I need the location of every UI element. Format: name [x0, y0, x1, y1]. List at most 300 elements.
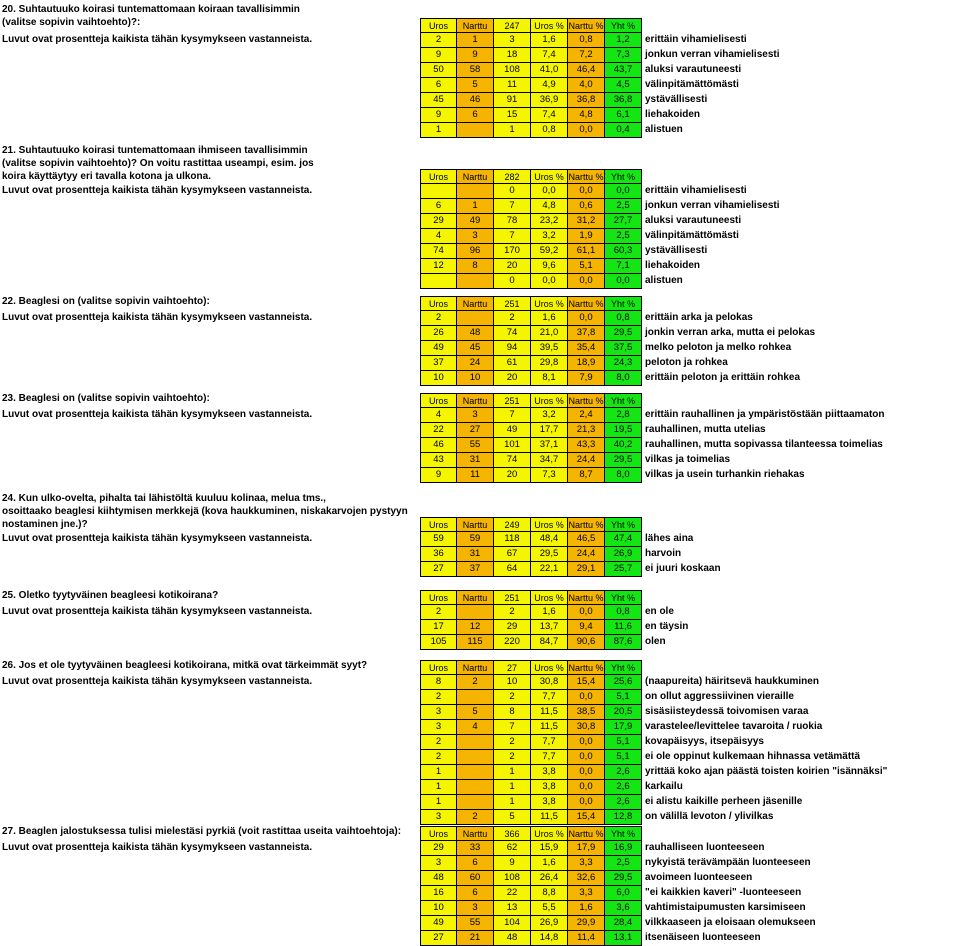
cell-up: 3,2: [531, 408, 568, 423]
cell-uros: 1: [420, 780, 457, 795]
header-cell: Uros %: [531, 18, 568, 33]
cell-narttu: 59: [457, 532, 494, 547]
cell-uros: 74: [420, 244, 457, 259]
cell-yp: 25,6: [605, 675, 642, 690]
table-row: [420, 259, 780, 274]
cell-uros: 36: [420, 547, 457, 562]
answer-label: ystävällisesti: [645, 94, 708, 105]
table-row: [420, 547, 721, 562]
answer-label: en täysin: [645, 621, 689, 632]
cell-uros: 27: [420, 931, 457, 946]
answer-label: kovapäisyys, itsepäisyys: [645, 736, 764, 747]
cell-yp: 29,5: [605, 453, 642, 468]
cell-uros: 6: [420, 199, 457, 214]
header-cell: Uros %: [531, 296, 568, 311]
answer-label: ei ole oppinut kulkemaan hihnassa vetämättä: [645, 751, 861, 762]
cell-np: 8,7: [568, 468, 605, 483]
cell-narttu: [457, 750, 494, 765]
table-row: [420, 63, 780, 78]
cell-total: 170: [494, 244, 531, 259]
table-row: [420, 605, 688, 620]
answer-label: vilkas ja usein turhankin riehakas: [645, 469, 805, 480]
header-cell: Yht %: [605, 517, 642, 532]
cell-narttu: 55: [457, 916, 494, 931]
cell-narttu: 46: [457, 93, 494, 108]
question-title: 23. Beaglesi on (valitse sopivin vaihtoehto):: [2, 393, 210, 404]
cell-np: 24,4: [568, 547, 605, 562]
cell-narttu: 4: [457, 720, 494, 735]
cell-total: 2: [494, 605, 531, 620]
cell-yp: 2,5: [605, 856, 642, 871]
cell-total: 0: [494, 184, 531, 199]
cell-up: 39,5: [531, 341, 568, 356]
cell-total: 3: [494, 33, 531, 48]
cell-narttu: [457, 311, 494, 326]
cell-narttu: [457, 123, 494, 138]
cell-uros: 2: [420, 33, 457, 48]
table-row: [420, 705, 887, 720]
cell-np: 0,0: [568, 795, 605, 810]
header-cell: Narttu %: [568, 826, 605, 841]
cell-narttu: 33: [457, 841, 494, 856]
cell-np: 38,5: [568, 705, 605, 720]
cell-yp: 43,7: [605, 63, 642, 78]
cell-np: 32,6: [568, 871, 605, 886]
cell-uros: 29: [420, 214, 457, 229]
header-cell: Narttu %: [568, 296, 605, 311]
cell-yp: 6,1: [605, 108, 642, 123]
table-row: [420, 871, 816, 886]
cell-up: 1,6: [531, 311, 568, 326]
cell-up: 3,8: [531, 780, 568, 795]
question-title: 20. Suhtautuuko koirasi tuntemattomaan koiraan tavallisimmin (valitse sopivin vaihtoehto)?:: [2, 4, 300, 28]
cell-np: 90,6: [568, 635, 605, 650]
cell-up: 0,0: [531, 274, 568, 289]
cell-yp: 37,5: [605, 341, 642, 356]
cell-total: 11: [494, 78, 531, 93]
cell-yp: 2,5: [605, 199, 642, 214]
cell-up: 17,7: [531, 423, 568, 438]
cell-yp: 8,0: [605, 468, 642, 483]
percent-note: Luvut ovat prosentteja kaikista tähän kysymykseen vastanneista.: [2, 606, 313, 617]
cell-total: 74: [494, 453, 531, 468]
answer-label: "ei kaikkien kaveri" -luonteeseen: [645, 887, 802, 898]
cell-up: 8,8: [531, 886, 568, 901]
cell-narttu: 3: [457, 229, 494, 244]
cell-yp: 1,2: [605, 33, 642, 48]
cell-narttu: 2: [457, 810, 494, 825]
cell-narttu: 115: [457, 635, 494, 650]
cell-uros: 3: [420, 720, 457, 735]
cell-uros: 6: [420, 78, 457, 93]
cell-np: 4,0: [568, 78, 605, 93]
answer-label: sisäsiisteydessä toivomisen varaa: [645, 706, 809, 717]
cell-narttu: 27: [457, 423, 494, 438]
table-row: [420, 901, 816, 916]
percent-note: Luvut ovat prosentteja kaikista tähän kysymykseen vastanneista.: [2, 842, 313, 853]
cell-total: 1: [494, 795, 531, 810]
table-row: [420, 229, 780, 244]
cell-narttu: [457, 605, 494, 620]
cell-yp: 6,0: [605, 886, 642, 901]
cell-yp: 0,8: [605, 311, 642, 326]
cell-up: 0,0: [531, 184, 568, 199]
cell-uros: 2: [420, 735, 457, 750]
cell-narttu: 24: [457, 356, 494, 371]
answer-label: vilkkaaseen ja eloisaan olemukseen: [645, 917, 816, 928]
answer-label: (naapureita) häiritsevä haukkuminen: [645, 676, 819, 687]
answer-label: jonkun verran vihamielisesti: [645, 49, 780, 60]
cell-np: 17,9: [568, 841, 605, 856]
cell-total: 20: [494, 468, 531, 483]
table-row: [420, 841, 816, 856]
cell-yp: 40,2: [605, 438, 642, 453]
answer-label: on ollut aggressiivinen vieraille: [645, 691, 794, 702]
cell-narttu: 31: [457, 453, 494, 468]
cell-up: 7,7: [531, 750, 568, 765]
cell-yp: 26,9: [605, 547, 642, 562]
cell-uros: 2: [420, 750, 457, 765]
total-count-cell: 249: [494, 517, 531, 532]
cell-up: 14,8: [531, 931, 568, 946]
cell-uros: 4: [420, 408, 457, 423]
header-cell: Uros %: [531, 169, 568, 184]
cell-narttu: 1: [457, 199, 494, 214]
table-row: [420, 810, 887, 825]
cell-total: 1: [494, 780, 531, 795]
cell-up: 13,7: [531, 620, 568, 635]
cell-np: 46,5: [568, 532, 605, 547]
percent-note: Luvut ovat prosentteja kaikista tähän kysymykseen vastanneista.: [2, 185, 313, 196]
cell-total: 7: [494, 408, 531, 423]
table-row: [420, 78, 780, 93]
answer-label: rauhallinen, mutta sopivassa tilanteessa toimelias: [645, 439, 883, 450]
cell-np: 11,4: [568, 931, 605, 946]
cell-narttu: 5: [457, 705, 494, 720]
answer-label: aluksi varautuneesti: [645, 64, 742, 75]
answer-label: erittäin rauhallinen ja ympäristöstään piittaamaton: [645, 409, 885, 420]
cell-up: 7,4: [531, 48, 568, 63]
cell-narttu: 6: [457, 856, 494, 871]
cell-total: 18: [494, 48, 531, 63]
cell-np: 0,0: [568, 184, 605, 199]
cell-uros: 1: [420, 765, 457, 780]
cell-yp: 0,0: [605, 184, 642, 199]
table-row: [420, 856, 816, 871]
table-row: [420, 311, 815, 326]
table-row: [420, 635, 688, 650]
cell-up: 29,5: [531, 547, 568, 562]
cell-np: 36,8: [568, 93, 605, 108]
cell-uros: 37: [420, 356, 457, 371]
cell-total: 48: [494, 931, 531, 946]
table-row: [420, 453, 885, 468]
cell-yp: 2,8: [605, 408, 642, 423]
table-row: [420, 199, 780, 214]
cell-np: 0,0: [568, 311, 605, 326]
cell-np: 30,8: [568, 720, 605, 735]
cell-yp: 25,7: [605, 562, 642, 577]
cell-yp: 27,7: [605, 214, 642, 229]
header-cell: Yht %: [605, 590, 642, 605]
cell-up: 1,6: [531, 856, 568, 871]
cell-np: 0,0: [568, 690, 605, 705]
answer-label: itsenäiseen luonteeseen: [645, 932, 761, 943]
table-row: [420, 532, 721, 547]
table-row: [420, 48, 780, 63]
cell-up: 26,4: [531, 871, 568, 886]
answer-label: ystävällisesti: [645, 245, 708, 256]
cell-yp: 2,5: [605, 229, 642, 244]
cell-up: 9,6: [531, 259, 568, 274]
cell-narttu: [457, 765, 494, 780]
cell-narttu: [457, 795, 494, 810]
total-count-cell: 251: [494, 393, 531, 408]
cell-total: 61: [494, 356, 531, 371]
cell-yp: 29,5: [605, 326, 642, 341]
cell-up: 11,5: [531, 720, 568, 735]
cell-np: 1,6: [568, 901, 605, 916]
header-cell: Uros: [420, 590, 457, 605]
cell-uros: [420, 184, 457, 199]
header-cell: Uros %: [531, 590, 568, 605]
cell-yp: 0,0: [605, 274, 642, 289]
percent-note: Luvut ovat prosentteja kaikista tähän kysymykseen vastanneista.: [2, 676, 313, 687]
cell-uros: 43: [420, 453, 457, 468]
cell-narttu: 96: [457, 244, 494, 259]
cell-np: 29,1: [568, 562, 605, 577]
cell-up: 29,8: [531, 356, 568, 371]
header-cell: Yht %: [605, 18, 642, 33]
header-cell: Uros %: [531, 660, 568, 675]
header-cell: Narttu: [457, 18, 494, 33]
cell-up: 0,8: [531, 123, 568, 138]
answer-label: alistuen: [645, 124, 683, 135]
cell-uros: 8: [420, 675, 457, 690]
cell-uros: 12: [420, 259, 457, 274]
cell-yp: 2,6: [605, 795, 642, 810]
cell-total: 7: [494, 199, 531, 214]
cell-yp: 17,9: [605, 720, 642, 735]
total-count-cell: 251: [494, 590, 531, 605]
table-row: [420, 326, 815, 341]
cell-np: 2,4: [568, 408, 605, 423]
cell-total: 0: [494, 274, 531, 289]
total-count-cell: 247: [494, 18, 531, 33]
cell-np: 31,2: [568, 214, 605, 229]
cell-uros: 9: [420, 468, 457, 483]
table-row: [420, 690, 887, 705]
answer-label: erittäin vihamielisesti: [645, 34, 747, 45]
cell-narttu: 6: [457, 108, 494, 123]
cell-narttu: 49: [457, 214, 494, 229]
table-row: [420, 735, 887, 750]
cell-yp: 12,8: [605, 810, 642, 825]
cell-total: 9: [494, 856, 531, 871]
cell-yp: 7,1: [605, 259, 642, 274]
answer-label: ei alistu kaikille perheen jäsenille: [645, 796, 803, 807]
answer-label: ei juuri koskaan: [645, 563, 721, 574]
answer-label: nykyistä terävämpään luonteeseen: [645, 857, 811, 868]
cell-np: 15,4: [568, 810, 605, 825]
cell-total: 29: [494, 620, 531, 635]
header-cell: Narttu %: [568, 660, 605, 675]
cell-yp: 87,6: [605, 635, 642, 650]
cell-np: 18,9: [568, 356, 605, 371]
cell-narttu: 48: [457, 326, 494, 341]
cell-total: 67: [494, 547, 531, 562]
cell-np: 0,6: [568, 199, 605, 214]
cell-total: 104: [494, 916, 531, 931]
cell-np: 3,3: [568, 886, 605, 901]
cell-uros: 27: [420, 562, 457, 577]
percent-note: Luvut ovat prosentteja kaikista tähän kysymykseen vastanneista.: [2, 34, 313, 45]
header-cell: Yht %: [605, 826, 642, 841]
cell-uros: 59: [420, 532, 457, 547]
cell-np: 4,8: [568, 108, 605, 123]
cell-uros: 48: [420, 871, 457, 886]
cell-up: 8,1: [531, 371, 568, 386]
cell-total: 62: [494, 841, 531, 856]
cell-up: 7,4: [531, 108, 568, 123]
cell-total: 108: [494, 63, 531, 78]
cell-yp: 2,6: [605, 780, 642, 795]
cell-total: 2: [494, 735, 531, 750]
header-cell: Narttu: [457, 517, 494, 532]
answer-label: liehakoiden: [645, 260, 701, 271]
cell-yp: 60,3: [605, 244, 642, 259]
cell-narttu: [457, 184, 494, 199]
cell-up: 30,8: [531, 675, 568, 690]
cell-total: 78: [494, 214, 531, 229]
cell-narttu: 21: [457, 931, 494, 946]
cell-up: 48,4: [531, 532, 568, 547]
cell-narttu: 2: [457, 675, 494, 690]
cell-narttu: [457, 735, 494, 750]
cell-yp: 13,1: [605, 931, 642, 946]
cell-uros: 49: [420, 916, 457, 931]
cell-narttu: 58: [457, 63, 494, 78]
table-row: [420, 423, 885, 438]
table-row: [420, 274, 780, 289]
cell-up: 7,7: [531, 690, 568, 705]
cell-narttu: 37: [457, 562, 494, 577]
table-row: [420, 33, 780, 48]
table-header-row: [420, 18, 780, 33]
cell-narttu: 8: [457, 259, 494, 274]
cell-up: 3,8: [531, 795, 568, 810]
cell-total: 220: [494, 635, 531, 650]
results-table: [420, 590, 688, 650]
header-cell: Yht %: [605, 660, 642, 675]
cell-np: 1,9: [568, 229, 605, 244]
cell-narttu: 55: [457, 438, 494, 453]
cell-total: 10: [494, 675, 531, 690]
percent-note: Luvut ovat prosentteja kaikista tähän kysymykseen vastanneista.: [2, 409, 313, 420]
answer-label: karkailu: [645, 781, 683, 792]
answer-label: melko peloton ja melko rohkea: [645, 342, 792, 353]
cell-np: 24,4: [568, 453, 605, 468]
cell-np: 29,9: [568, 916, 605, 931]
cell-uros: 9: [420, 108, 457, 123]
cell-total: 13: [494, 901, 531, 916]
answer-label: varastelee/levittelee tavaroita / ruokia: [645, 721, 823, 732]
cell-yp: 29,5: [605, 871, 642, 886]
cell-uros: 3: [420, 705, 457, 720]
table-row: [420, 371, 815, 386]
header-cell: Narttu %: [568, 517, 605, 532]
cell-total: 15: [494, 108, 531, 123]
results-table: [420, 393, 885, 483]
cell-uros: 4: [420, 229, 457, 244]
table-row: [420, 123, 780, 138]
header-cell: Narttu: [457, 826, 494, 841]
answer-label: vahtimistaipumusten karsimiseen: [645, 902, 806, 913]
cell-up: 11,5: [531, 810, 568, 825]
cell-total: 5: [494, 810, 531, 825]
question-title: 26. Jos et ole tyytyväinen beagleesi kotikoirana, mitkä ovat tärkeimmät syyt?: [2, 660, 368, 671]
cell-yp: 8,0: [605, 371, 642, 386]
header-cell: Uros: [420, 826, 457, 841]
cell-total: 64: [494, 562, 531, 577]
cell-total: 101: [494, 438, 531, 453]
cell-np: 35,4: [568, 341, 605, 356]
cell-uros: 29: [420, 841, 457, 856]
cell-total: 8: [494, 705, 531, 720]
cell-yp: 20,5: [605, 705, 642, 720]
cell-total: 2: [494, 690, 531, 705]
answer-label: erittäin vihamielisesti: [645, 185, 747, 196]
table-row: [420, 341, 815, 356]
cell-uros: 1: [420, 123, 457, 138]
table-row: [420, 720, 887, 735]
percent-note: Luvut ovat prosentteja kaikista tähän kysymykseen vastanneista.: [2, 533, 313, 544]
cell-total: 2: [494, 750, 531, 765]
cell-total: 20: [494, 259, 531, 274]
cell-yp: 5,1: [605, 735, 642, 750]
cell-total: 94: [494, 341, 531, 356]
cell-up: 7,7: [531, 735, 568, 750]
cell-np: 0,0: [568, 274, 605, 289]
table-header-row: [420, 393, 885, 408]
table-row: [420, 562, 721, 577]
cell-narttu: 45: [457, 341, 494, 356]
table-row: [420, 620, 688, 635]
cell-uros: 50: [420, 63, 457, 78]
table-row: [420, 93, 780, 108]
cell-total: 7: [494, 229, 531, 244]
cell-yp: 11,6: [605, 620, 642, 635]
cell-yp: 24,3: [605, 356, 642, 371]
cell-up: 34,7: [531, 453, 568, 468]
answer-label: jonkun verran vihamielisesti: [645, 200, 780, 211]
table-header-row: [420, 296, 815, 311]
cell-up: 23,2: [531, 214, 568, 229]
cell-np: 46,4: [568, 63, 605, 78]
header-cell: Narttu %: [568, 169, 605, 184]
cell-narttu: 3: [457, 408, 494, 423]
table-row: [420, 244, 780, 259]
cell-total: 22: [494, 886, 531, 901]
answer-label: peloton ja rohkea: [645, 357, 728, 368]
cell-yp: 28,4: [605, 916, 642, 931]
cell-yp: 5,1: [605, 750, 642, 765]
cell-narttu: 6: [457, 886, 494, 901]
cell-total: 2: [494, 311, 531, 326]
cell-up: 36,9: [531, 93, 568, 108]
header-cell: Uros: [420, 393, 457, 408]
cell-up: 3,8: [531, 765, 568, 780]
